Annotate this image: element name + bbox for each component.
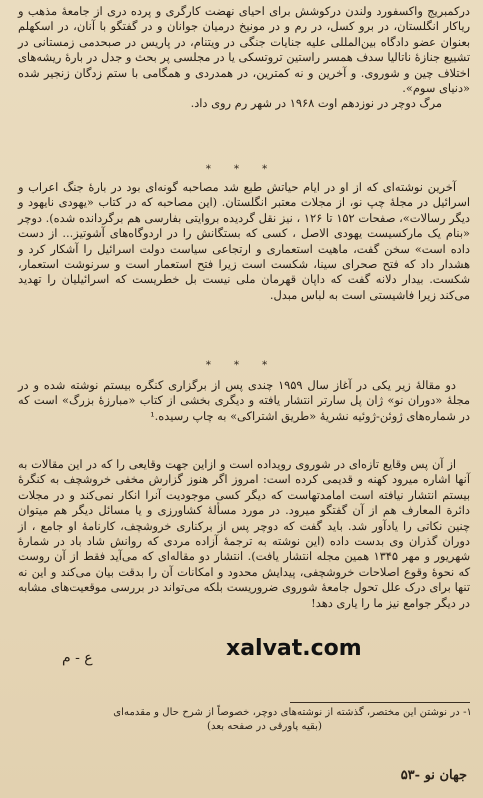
paragraph-last-writing: آخرین نوشته‌ای که از او در ایام حیاتش طبع شد مصاحبه گونه‌ای بود در بارهٔ جنگ اعراب و اسرائیل در مجلهٔ چپ نو، از مجلات معتبر انگلستان. (این مصاحبه که در کتاب «یهودی نایهود و دیگر رسالات»، صفحات ۱۵۲ تا ۱۲۶ ، نیز نقل گردیده بروایتی بفارسی هم برگردانده شده). دوچر «بنام یک مارکسیست یهودی الاصل ، کسی که بستگانش را در اردوگاه‌های آشوتیز... از دست داده است» سخن گفت، ماهیت استعماری و ارتجاعی سیاست دولت اسرائیل را آشکار کرد و هشدار داد که فتح صحرای سینا، شکست است زیرا فتح استعمار است و سرنوشت استعمار، شکست. بیدار دلانه گفت که داپان قهرمان ملی نیست بل خطریست که اسرائیلیان را تهدید می‌کند زیرا فاشیستی است به لباس مبدل. (18, 180, 470, 302)
body-column-articles (18, 378, 470, 424)
paragraph-events: از آن پس وقایع تازه‌ای در شوروی رویداده است و ازاین جهت وقایعی را که در این مقالات به آنها اشاره میرود کهنه و قدیمی کرده است: امروز اگر هنوز گزارش مخفی خروشچف به کنگرهٔ بیستم انتشار نیافته است امامدتهاست که دیگر کسی موجودیت آنرا انکار نمی‌کند و در مجلات دائرة المعارف هم از آن گفتگو میرود. در مورد مسألهٔ کشاورزی و یا مسائل دیگر هم میتوان چنین نکاتی را یادآور شد. باید گفت که دوچر پس از برکناری خروشچف، کارنامهٔ او جامع ، از دوران گذران وی بدست داده (این نوشته به ترجمهٔ آزاده مردی که روانش شاد باد در شمارهٔ شهریور و مهر ۱۳۴۵ همین مجله انتشار یافت). انتشار دو مقاله‌ای که می‌آید فقط از آن روست که نحوهٔ وقوع اصلاحات خروشچفی، پیدایش محدود و امکانات آن را بدقت بیان می‌کند و این نه تنها برای درک علل تحول جامعهٔ شوروی ضروریست بلکه می‌تواند در بررسی موقعیت‌های مشابه در دیگر جوامع نیز ما را یاری دهد! (18, 457, 470, 610)
paragraph-death: مرگ دوچر در نوزدهم اوت ۱۹۶۸ در شهر رم روی داد. (190, 96, 442, 111)
watermark: xalvat.com (226, 636, 362, 661)
signature-initials: ع - م (62, 650, 93, 666)
footnote (20, 706, 472, 734)
body-column-bottom (18, 457, 470, 611)
footnote-continued: (بقیه پاورقی در صفحه بعد) (207, 721, 322, 732)
footnote-divider (290, 702, 470, 703)
footnote-line: ۱- در نوشتن این مختصر، گذشته از نوشته‌های دوچر، خصوصاً از شرح حال و مقدمه‌ای (113, 707, 472, 718)
section-separator: * * * (205, 360, 278, 371)
paragraph-articles: دو مقالهٔ زیر یکی در آغاز سال ۱۹۵۹ چندی پس از برگزاری کنگره بیستم نوشته شده و در مجلهٔ «دوران نو» ژان پل سارتر انتشار یافته و دیگری بخشی از کتاب «مبارزهٔ بزرگ» است که در شماره‌های ژوئن-ژوئیه نشریهٔ «طریق اشتراکی» به چاپ رسیده.¹ (18, 378, 470, 423)
paragraph-intro: درکمبریج واکسفورد ولندن درکوشش برای احیای نهضت کارگری و پرده دری از جامعهٔ مذهب و ریاکار انگلستان، در برو کسل، در رم و در مونیخ درمیان جوانان و در گفتگو با آنان، در اسکهلم بعنوان عضو دادگاه بین‌المللی علیه جنایات جنگی در ویتنام، در پاریس در صبحدمی زمستانی در تشییع جنازهٔ ناتالیا سدف همسر راستین تروتسکی یا در مجلسی پر بحث و جدل در بارهٔ ریشه‌های اختلاف چین و شوروی. و آخرین و نه کمترین، در همدردی و همگامی با ستم زدگان زنجیر شده «دنیای سوم». (18, 4, 470, 96)
body-column-middle (18, 180, 470, 303)
section-separator: * * * (205, 164, 278, 175)
page-footer: جهان نو -۵۳ (400, 768, 467, 783)
body-column-top (18, 4, 470, 112)
